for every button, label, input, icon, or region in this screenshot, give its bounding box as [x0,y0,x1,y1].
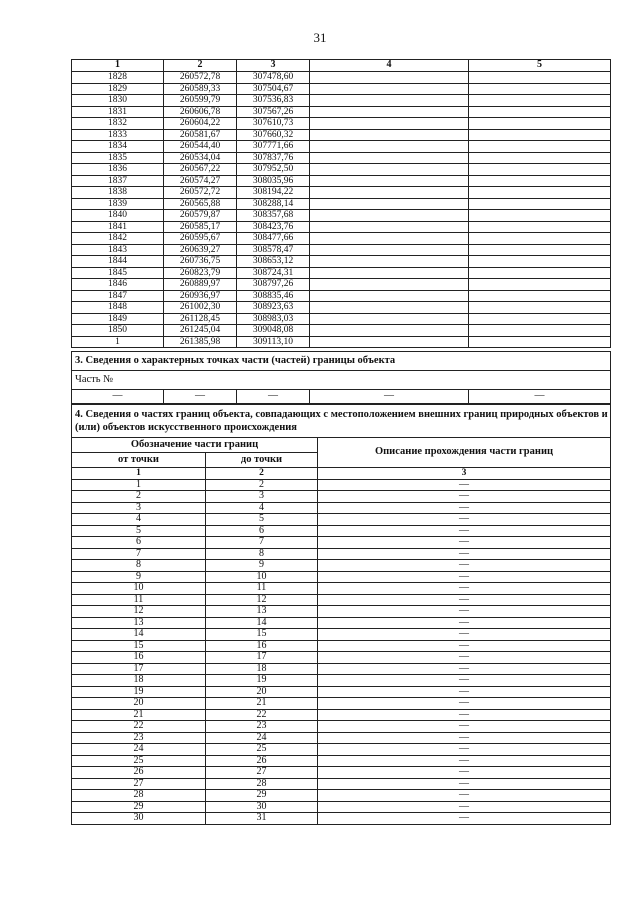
table-cell: 1839 [72,198,164,210]
table-cell: 30 [206,801,318,813]
table-cell: — [318,801,611,813]
table-cell: 260579,87 [164,210,237,222]
table-row [72,525,611,537]
table-cell: 1849 [72,313,164,325]
part-number-label: Часть № [72,371,611,390]
table-cell: 260889,97 [164,279,237,291]
table-cell: 7 [206,537,318,549]
table-row [72,686,611,698]
table-cell: 26 [72,767,206,779]
table-row [72,313,611,325]
table-cell: 307567,26 [237,106,310,118]
table-cell: 260565,88 [164,198,237,210]
table-cell: 23 [206,721,318,733]
empty-value: — [164,390,237,404]
table-cell: 2 [72,491,206,503]
table-row [72,537,611,549]
table-cell: 308797,26 [237,279,310,291]
table-cell: 28 [72,790,206,802]
table-cell: 15 [72,640,206,652]
table-row [72,491,611,503]
table-cell: — [318,617,611,629]
table-row [72,617,611,629]
table-cell: 28 [206,778,318,790]
table-cell: — [318,640,611,652]
table-row [72,502,611,514]
table-cell: 4 [206,502,318,514]
table-row [72,606,611,618]
table-cell: 307837,76 [237,152,310,164]
empty-value: — [237,390,310,404]
table-row [72,813,611,825]
table-row [72,141,611,153]
table-row [72,279,611,291]
table-cell: — [318,721,611,733]
table-cell: 308653,12 [237,256,310,268]
table-cell: 31 [206,813,318,825]
table-cell: 260589,33 [164,83,237,95]
table-cell: — [318,652,611,664]
table-row [72,267,611,279]
table-cell: 21 [72,709,206,721]
table-cell: 260581,67 [164,129,237,141]
section-4-title: 4. Сведения о частях границ объекта, совпадающих с местоположением внешних границ природных объектов и (или) объектов искусственного происхождения [72,405,611,438]
table-row [72,164,611,176]
table-cell [310,175,469,187]
table-cell: 307771,66 [237,141,310,153]
table-cell [310,256,469,268]
table-cell [310,279,469,291]
table-cell: 307536,83 [237,95,310,107]
column-header: 2 [164,60,237,72]
table-cell [310,95,469,107]
table-row [72,663,611,675]
table-row [72,198,611,210]
table-cell: 6 [206,525,318,537]
table-cell: 9 [206,560,318,572]
table-cell: 29 [206,790,318,802]
table-cell: — [318,606,611,618]
table-cell: 260572,78 [164,72,237,84]
table-cell: 30 [72,813,206,825]
column-header: 3 [237,60,310,72]
table-cell: 308923,63 [237,302,310,314]
table-cell: 12 [72,606,206,618]
table-cell [310,244,469,256]
table-cell [469,325,611,337]
table-cell: 307952,50 [237,164,310,176]
table-cell [469,290,611,302]
table-cell: — [318,479,611,491]
table-cell: 1835 [72,152,164,164]
table-row [72,594,611,606]
table-cell: — [318,790,611,802]
table-cell [310,290,469,302]
table-cell: 1845 [72,267,164,279]
table-row [72,732,611,744]
table-row [72,256,611,268]
table-cell: 1 [72,336,164,348]
table-row [72,755,611,767]
column-number: 3 [318,468,611,480]
table-cell: 18 [72,675,206,687]
column-header: 1 [72,60,164,72]
table-cell: — [318,709,611,721]
table-cell: 1843 [72,244,164,256]
table-row [72,571,611,583]
table-cell [310,302,469,314]
table-cell: 14 [206,617,318,629]
table-cell: 19 [206,675,318,687]
table-cell [310,164,469,176]
table-cell: 260572,72 [164,187,237,199]
column-number: 2 [206,468,318,480]
table-cell: 27 [72,778,206,790]
table-cell: 7 [72,548,206,560]
table-cell: — [318,594,611,606]
table-cell: 308194,22 [237,187,310,199]
table-cell: 21 [206,698,318,710]
table-header-row [72,60,611,72]
table-row [72,244,611,256]
table-cell: 14 [72,629,206,641]
table-row [72,583,611,595]
table-cell: 23 [72,732,206,744]
table-cell: — [318,744,611,756]
table-row [72,221,611,233]
table-row [72,152,611,164]
table-cell: 307504,67 [237,83,310,95]
table-row [72,479,611,491]
table-row [72,709,611,721]
table-cell: 308035,96 [237,175,310,187]
table-cell: 261245,04 [164,325,237,337]
table-cell: 20 [206,686,318,698]
table-row [72,652,611,664]
page-number: 31 [313,30,327,45]
table-row [72,175,611,187]
table-cell [469,118,611,130]
table-cell [469,210,611,222]
table-cell [310,221,469,233]
table-row [72,290,611,302]
table-cell: — [318,560,611,572]
table-cell: 1829 [72,83,164,95]
table-row [72,801,611,813]
table-cell: 260595,67 [164,233,237,245]
table-cell: 308423,76 [237,221,310,233]
empty-value: — [72,390,164,404]
table-cell: 260604,22 [164,118,237,130]
table-cell: 4 [72,514,206,526]
table-cell: 308357,68 [237,210,310,222]
table-row [72,778,611,790]
table-cell [469,233,611,245]
table-cell: — [318,767,611,779]
from-point-header: от точки [72,453,206,468]
table-cell: 3 [206,491,318,503]
table-cell: 26 [206,755,318,767]
table-cell [469,267,611,279]
table-cell: 260736,75 [164,256,237,268]
table-cell: 24 [72,744,206,756]
table-row [72,548,611,560]
table-cell [469,336,611,348]
table-cell: 20 [72,698,206,710]
table-cell [310,187,469,199]
table-cell: 9 [72,571,206,583]
empty-value: — [310,390,469,404]
table-cell [469,83,611,95]
table-row [72,698,611,710]
table-cell: 5 [206,514,318,526]
table-cell: — [318,525,611,537]
table-cell: 309113,10 [237,336,310,348]
table-cell: — [318,537,611,549]
table-cell: 1841 [72,221,164,233]
table-cell [310,118,469,130]
section-4-table [71,404,611,825]
table-cell [310,336,469,348]
table-cell [469,313,611,325]
table-cell: 1848 [72,302,164,314]
table-row [72,675,611,687]
table-cell: 308983,03 [237,313,310,325]
table-cell: — [318,686,611,698]
table-row [72,233,611,245]
table-cell: 1831 [72,106,164,118]
to-point-header: до точки [206,453,318,468]
table-cell: 22 [72,721,206,733]
table-cell [310,129,469,141]
table-row [72,129,611,141]
table-cell: 1840 [72,210,164,222]
table-cell: 16 [72,652,206,664]
description-header: Описание прохождения части границ [318,438,611,468]
table-cell: 22 [206,709,318,721]
table-cell: 260585,17 [164,221,237,233]
table-cell [469,95,611,107]
column-header: 4 [310,60,469,72]
table-cell: 1837 [72,175,164,187]
table-cell [469,106,611,118]
table-cell: 8 [206,548,318,560]
table-cell: 260823,79 [164,267,237,279]
table-cell: 1833 [72,129,164,141]
table-cell: 3 [72,502,206,514]
table-cell: 1834 [72,141,164,153]
table-row [72,118,611,130]
table-cell: 260544,40 [164,141,237,153]
empty-value: — [469,390,611,404]
table-row [72,106,611,118]
table-row [72,767,611,779]
table-cell [310,233,469,245]
table-row [72,744,611,756]
table-cell: 260606,78 [164,106,237,118]
table-cell: 11 [72,594,206,606]
table-cell: — [318,663,611,675]
table-cell: 1836 [72,164,164,176]
column-number: 1 [72,468,206,480]
table-cell: 17 [206,652,318,664]
table-cell [469,164,611,176]
table-cell [310,152,469,164]
table-row [72,514,611,526]
table-cell: 5 [72,525,206,537]
table-cell [469,279,611,291]
table-row [72,325,611,337]
table-cell: — [318,732,611,744]
table-cell [469,244,611,256]
table-cell [310,210,469,222]
table-cell: 1842 [72,233,164,245]
table-cell: — [318,548,611,560]
section-3-table [71,351,611,404]
table-cell: — [318,778,611,790]
table-cell [469,221,611,233]
table-cell: 10 [206,571,318,583]
table-cell [469,302,611,314]
table-cell: — [318,514,611,526]
table-cell: 8 [72,560,206,572]
table-cell: 12 [206,594,318,606]
table-cell [469,152,611,164]
table-row [72,72,611,84]
table-cell: — [318,583,611,595]
table-cell: 29 [72,801,206,813]
table-row [72,302,611,314]
table-cell: 13 [206,606,318,618]
table-row [72,721,611,733]
table-cell: — [318,675,611,687]
table-cell [310,267,469,279]
table-cell: 6 [72,537,206,549]
table-row [72,187,611,199]
table-cell: 1 [72,479,206,491]
table-cell: 260639,27 [164,244,237,256]
table-cell: 307660,32 [237,129,310,141]
table-cell: 1830 [72,95,164,107]
table-cell [310,106,469,118]
table-cell [310,313,469,325]
table-cell [310,72,469,84]
table-cell: — [318,491,611,503]
table-cell: — [318,755,611,767]
table-cell: 308835,46 [237,290,310,302]
table-cell: 1832 [72,118,164,130]
table-cell: 308724,31 [237,267,310,279]
table-cell [469,175,611,187]
table-cell: 307610,73 [237,118,310,130]
table-row [72,790,611,802]
table-cell [310,325,469,337]
table-cell: 1846 [72,279,164,291]
table-cell: 27 [206,767,318,779]
table-row [72,629,611,641]
coordinates-table [71,59,611,348]
table-cell: 11 [206,583,318,595]
table-row [72,95,611,107]
table-cell: 1847 [72,290,164,302]
table-cell: 260574,27 [164,175,237,187]
column-header: 5 [469,60,611,72]
table-cell: 260599,79 [164,95,237,107]
table-cell: 308288,14 [237,198,310,210]
table-cell: 16 [206,640,318,652]
table-cell: 25 [72,755,206,767]
table-cell [469,129,611,141]
table-row [72,640,611,652]
table-cell [310,198,469,210]
table-cell: 2 [206,479,318,491]
table-cell: 1850 [72,325,164,337]
table-cell: 18 [206,663,318,675]
table-cell: 309048,08 [237,325,310,337]
table-cell [469,72,611,84]
table-cell: — [318,502,611,514]
table-cell: 17 [72,663,206,675]
table-cell: 1838 [72,187,164,199]
table-row [72,336,611,348]
table-cell: 1844 [72,256,164,268]
section-3-title: 3. Сведения о характерных точках части (частей) границы объекта [72,352,611,371]
table-cell [469,256,611,268]
table-cell [469,141,611,153]
table-row [72,560,611,572]
table-cell: 25 [206,744,318,756]
table-row [72,210,611,222]
table-cell [310,141,469,153]
table-cell: 24 [206,732,318,744]
table-cell: 307478,60 [237,72,310,84]
table-cell [469,187,611,199]
table-cell: — [318,813,611,825]
table-row [72,83,611,95]
part-designation-header: Обозначение части границ [72,438,318,453]
table-cell: 260936,97 [164,290,237,302]
table-cell [469,198,611,210]
table-cell: — [318,629,611,641]
table-cell: 308477,66 [237,233,310,245]
table-cell: 261385,98 [164,336,237,348]
table-cell: 308578,47 [237,244,310,256]
table-cell: 261002,30 [164,302,237,314]
table-cell [310,83,469,95]
table-cell: — [318,698,611,710]
table-cell: — [318,571,611,583]
table-cell: 13 [72,617,206,629]
table-cell: 1828 [72,72,164,84]
table-cell: 260534,04 [164,152,237,164]
table-cell: 10 [72,583,206,595]
table-cell: 15 [206,629,318,641]
table-cell: 261128,45 [164,313,237,325]
table-cell: 19 [72,686,206,698]
table-cell: 260567,22 [164,164,237,176]
